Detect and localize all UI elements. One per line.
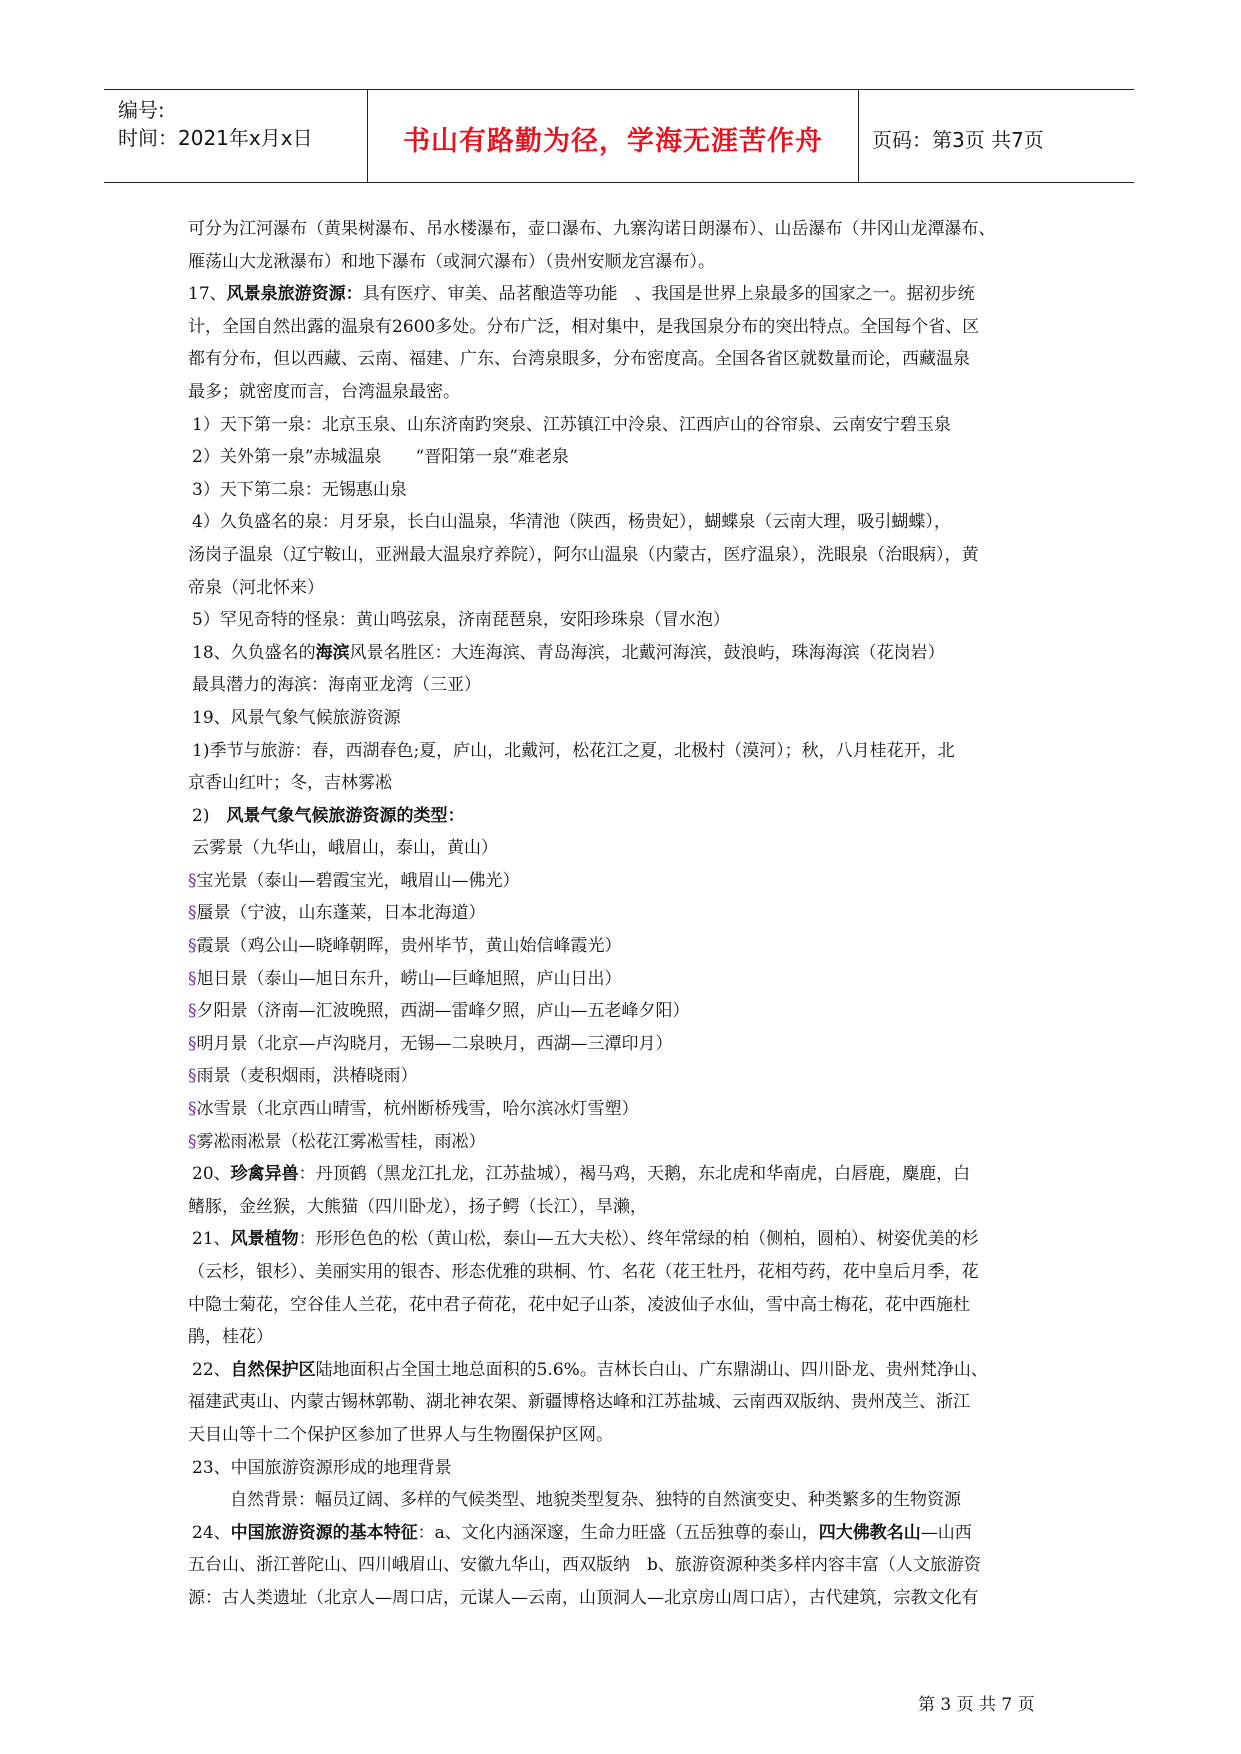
section-mark-icon: §: [188, 1099, 197, 1120]
section-mark-icon: §: [188, 903, 197, 924]
text-line: 鳍豚，金丝猴，大熊猫（四川卧龙），扬子鳄（长江），旱濑，: [188, 1196, 647, 1217]
document-body: [188, 213, 1078, 1615]
text-line: 最具潜力的海滨：海南亚龙湾（三亚）: [192, 675, 481, 696]
list-item: 云雾景（九华山，峨眉山，泰山，黄山）: [192, 838, 498, 859]
text-line: 天目山等十二个保护区参加了世界人与生物圈保护区网。: [188, 1424, 613, 1445]
text-line: 17、风景泉旅游资源：具有医疗、审美、品茗酿造等功能 、我国是世界上泉最多的国家之一。据初步统: [188, 284, 975, 305]
text-line: 源：古人类遗址（北京人—周口店，元谋人—云南，山顶洞人—北京房山周口店），古代建筑，宗教文化有: [188, 1587, 979, 1608]
section-mark-icon: §: [188, 1001, 197, 1022]
text-line: 计，全国自然出露的温泉有2600多处。分布广泛，相对集中，是我国泉分布的突出特点。全国每个省、区: [188, 316, 980, 337]
text-line: 雁荡山大龙湫瀑布）和地下瀑布（或洞穴瀑布）（贵州安顺龙宫瀑布）。: [188, 251, 715, 272]
header-motto: 书山有路勤为径，学海无涯苦作舟: [403, 126, 823, 157]
section-mark-icon: §: [188, 968, 197, 989]
text-line: 23、中国旅游资源形成的地理背景: [192, 1457, 452, 1478]
section-mark-icon: §: [188, 1033, 197, 1054]
list-item: §蜃景（宁波，山东蓬莱，日本北海道）: [188, 903, 486, 924]
header-meta: [118, 96, 313, 152]
text-line: 汤岗子温泉（辽宁鞍山，亚洲最大温泉疗养院），阿尔山温泉（内蒙古，医疗温泉），洗眼泉（治眼病），黄: [188, 544, 979, 565]
text-line: 20、珍禽异兽：丹顶鹤（黑龙江扎龙，江苏盐城），褐马鸡，天鹅，东北虎和华南虎，白唇鹿，麋鹿，白: [192, 1164, 971, 1185]
header-bottom-rule: [104, 182, 1134, 183]
section-mark-icon: §: [188, 870, 197, 891]
text-line: 22、自然保护区陆地面积占全国土地总面积的5.6%。吉林长白山、广东鼎湖山、四川卧龙、贵州梵净山、: [192, 1359, 988, 1380]
text-line: 京香山红叶；冬，吉林雾凇: [188, 773, 392, 794]
time-line: 时间：2021年x月x日: [118, 126, 313, 150]
text-line: 最多；就密度而言，台湾温泉最密。: [188, 381, 460, 402]
list-item: 4）久负盛名的泉：月牙泉，长白山温泉，华清池（陕西，杨贵妃），蝴蝶泉（云南大理，吸引蝴蝶），: [192, 512, 951, 533]
header-page-number: 页码：第3页 共7页: [872, 128, 1044, 152]
text-line: 可分为江河瀑布（黄果树瀑布、吊水楼瀑布，壶口瀑布、九寨沟诺日朗瀑布）、山岳瀑布（井冈山龙潭瀑布、: [188, 219, 996, 239]
list-item: §雨景（麦积烟雨，洪椿晓雨）: [188, 1066, 418, 1087]
list-item: §旭日景（泰山—旭日东升，崂山—巨峰旭照，庐山日出）: [188, 968, 622, 989]
text-line: 19、风景气象气候旅游资源: [192, 707, 401, 728]
text-line: 中隐士菊花，空谷佳人兰花，花中君子荷花，花中妃子山茶，凌波仙子水仙，雪中高士梅花，花中西施杜: [188, 1294, 970, 1315]
text-line: 都有分布，但以西藏、云南、福建、广东、台湾泉眼多，分布密度高。全国各省区就数量而论，西藏温泉: [188, 349, 970, 370]
section-mark-icon: §: [188, 1066, 197, 1087]
number-label: 编号:: [118, 98, 165, 122]
list-item: 5）罕见奇特的怪泉：黄山鸣弦泉，济南琵琶泉，安阳珍珠泉（冒水泡）: [192, 610, 730, 631]
list-item: 1）天下第一泉：北京玉泉、山东济南趵突泉、江苏镇江中泠泉、江西庐山的谷帘泉、云南安宁碧玉泉: [192, 414, 951, 435]
header-top-rule: [104, 89, 1134, 90]
text-line: 18、久负盛名的海滨风景名胜区：大连海滨、青岛海滨，北戴河海滨，鼓浪屿，珠海海滨（花岗岩）: [192, 642, 945, 663]
list-item: 2) 风景气象气候旅游资源的类型：: [192, 805, 465, 826]
list-item: 3）天下第二泉：无锡惠山泉: [192, 479, 407, 500]
list-item: §雾凇雨凇景（松花江雾凇雪桂，雨凇）: [188, 1131, 486, 1152]
text-line: 帝泉（河北怀来）: [188, 577, 324, 598]
text-line: 自然背景：幅员辽阔、多样的气候类型、地貌类型复杂、独特的自然演变史、种类繁多的生物资源: [230, 1490, 961, 1511]
text-line: 24、中国旅游资源的基本特征：a、文化内涵深邃，生命力旺盛（五岳独尊的泰山，四大佛教名山—山西: [192, 1522, 972, 1543]
list-item: §夕阳景（济南—汇波晚照，西湖—雷峰夕照，庐山—五老峰夕阳）: [188, 1001, 690, 1022]
list-item: §宝光景（泰山—碧霞宝光，峨眉山—佛光）: [188, 870, 520, 891]
text-line: 五台山、浙江普陀山、四川峨眉山、安徽九华山，西双版纳 b、旅游资源种类多样内容丰富（人文旅游资: [188, 1555, 981, 1576]
section-mark-icon: §: [188, 1131, 197, 1152]
text-line: 鹃，桂花）: [188, 1327, 273, 1348]
list-item: §明月景（北京—卢沟晓月，无锡—二泉映月，西湖—三潭印月）: [188, 1033, 673, 1054]
footer-page-number: 第 3 页 共 7 页: [918, 1695, 1035, 1715]
text-line: 21、风景植物：形形色色的松（黄山松，泰山—五大夫松）、终年常绿的柏（侧柏，圆柏）、树姿优美的杉: [192, 1229, 979, 1250]
list-item: 1)季节与旅游：春，西湖春色;夏，庐山，北戴河，松花江之夏，北极村（漠河）；秋，八月桂花开，北: [192, 740, 955, 761]
text-line: 福建武夷山、内蒙古锡林郭勒、湖北神农架、新疆博格达峰和江苏盐城、云南西双版纳、贵州茂兰、浙江: [188, 1392, 970, 1413]
text-line: （云杉，银杉）、美丽实用的银杏、形态优雅的珙桐、竹、名花（花王牡丹，花相芍药，花中皇后月季，花: [188, 1262, 979, 1282]
header-divider-right: [858, 89, 859, 183]
list-item: §冰雪景（北京西山晴雪，杭州断桥残雪，哈尔滨冰灯雪塑）: [188, 1099, 639, 1120]
section-mark-icon: §: [188, 936, 197, 957]
list-item: 2）关外第一泉”赤城温泉 “晋阳第一泉”难老泉: [192, 447, 569, 468]
list-item: §霞景（鸡公山—晓峰朝晖，贵州毕节，黄山始信峰霞光）: [188, 936, 622, 957]
